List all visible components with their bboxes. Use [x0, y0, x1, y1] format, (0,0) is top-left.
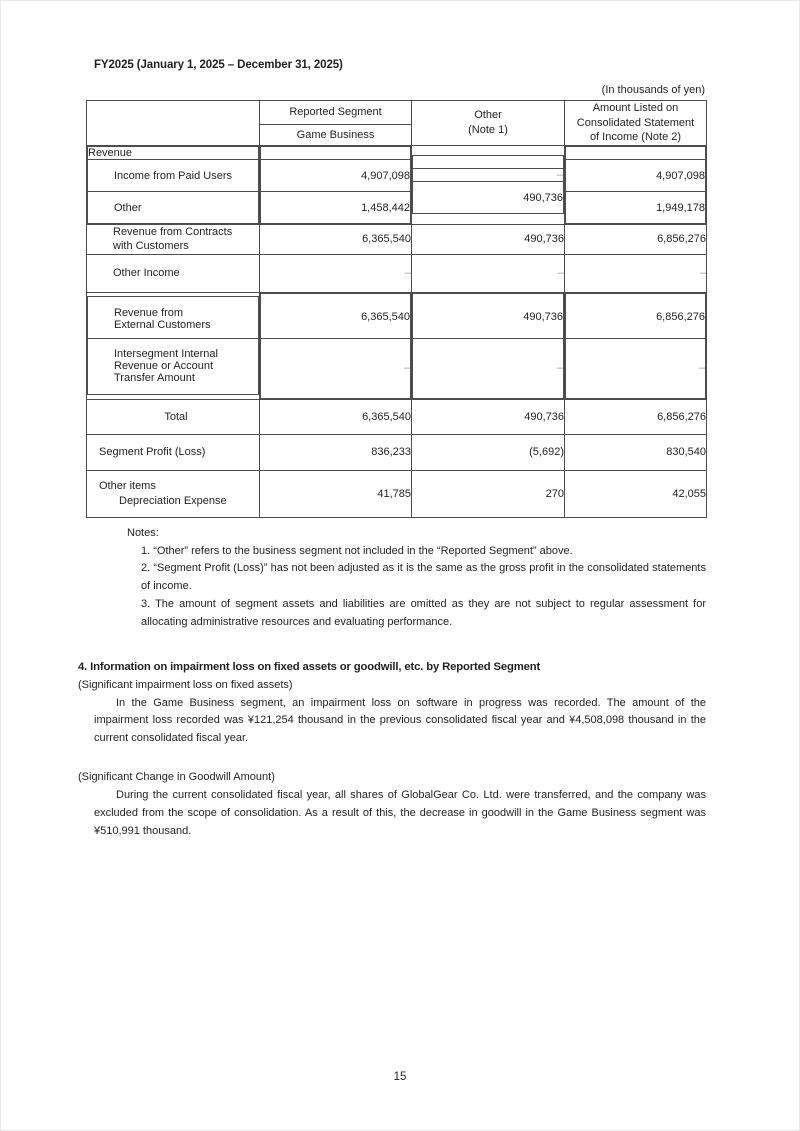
header-other-line1: Other	[474, 109, 502, 122]
value-depreciation-total: 42,055	[565, 471, 707, 517]
table-row-segment-profit-loss	[87, 435, 707, 471]
unit-note: (In thousands of yen)	[601, 84, 705, 96]
page-content	[78, 59, 706, 840]
external-group-total-cell	[565, 292, 707, 399]
row-label-revenue: Revenue	[88, 146, 259, 159]
value-intersegment-total: –	[566, 338, 706, 398]
row-label-intersegment-internal-revenue	[88, 339, 259, 395]
header-other	[412, 101, 565, 146]
note-item-2: 2. “Segment Profit (Loss)” has not been adjusted as it is the same as the gross profit in the consolidated statements of income.	[141, 562, 706, 593]
section-4-sub1-title: (Significant impairment loss on fixed assets)	[78, 678, 293, 691]
table-header-row-1	[87, 101, 707, 125]
table-row-external-customers-group	[87, 292, 707, 399]
row-label-revenue-external-customers	[88, 297, 259, 339]
section-4	[78, 658, 706, 749]
section-4-sub2-body: During the current consolidated fiscal year, all shares of GlobalGear Co. Ltd. were transferred, and the company was excluded from the scope of consolidation. As a result of this, the decrease in goodwill in the Game Business segment was ¥510,991 thousand.	[94, 788, 706, 837]
value-income-paid-users-total: 4,907,098	[566, 159, 706, 191]
header-amount-line1: Amount Listed on	[592, 102, 679, 114]
note-item-3: 3. The amount of segment assets and liabilities are omitted as they are not subject to regular assessment for allocating administrative resources and evaluating performance.	[141, 597, 706, 628]
value-other-revenue-total: 1,949,178	[566, 191, 706, 223]
section-4-heading: 4. Information on impairment loss on fixed assets or goodwill, etc. by Reported Segment	[78, 660, 541, 673]
value-segment-profit-total: 830,540	[565, 435, 707, 471]
value-other-revenue-other: 490,736	[413, 182, 564, 214]
row-label-revenue-from-contracts	[87, 224, 260, 254]
row-label-line2: External Customers	[114, 319, 211, 332]
table-notes	[86, 525, 706, 632]
revenue-group-label-cell	[87, 145, 260, 224]
header-other-line2: (Note 1)	[468, 123, 508, 136]
header-corner-cell	[87, 101, 260, 146]
section-4-goodwill	[78, 769, 706, 840]
value-income-paid-users-game: 4,907,098	[261, 159, 411, 191]
revenue-group-total-cell	[565, 145, 707, 224]
value-revenue-other	[413, 156, 564, 169]
value-total-total: 6,856,276	[565, 399, 707, 435]
value-segment-profit-game: 836,233	[260, 435, 412, 471]
table-row-other-income	[87, 255, 707, 293]
row-label-line1: Revenue from Contracts	[113, 225, 233, 238]
value-other-income-game: –	[260, 255, 412, 293]
row-label-other-income: Other Income	[87, 255, 260, 293]
page-number: 15	[393, 1071, 407, 1083]
value-income-paid-users-other: –	[413, 169, 564, 182]
header-amount-line3: of Income (Note 2)	[589, 131, 682, 144]
value-revenue-total	[566, 146, 706, 159]
row-label-income-from-paid-users: Income from Paid Users	[88, 159, 259, 191]
table-row-revenue-from-contracts	[87, 224, 707, 254]
row-label-line1: Intersegment Internal	[114, 348, 218, 361]
fiscal-year-title: FY2025 (January 1, 2025 – December 31, 2025)	[94, 59, 343, 71]
value-external-customers-total: 6,856,276	[566, 293, 706, 338]
external-group-label-cell	[87, 292, 260, 399]
row-label-line3: Transfer Amount	[114, 372, 195, 385]
table-row-depreciation-expense	[87, 471, 707, 517]
value-depreciation-game: 41,785	[260, 471, 412, 517]
section-4-sub2-title: (Significant Change in Goodwill Amount)	[78, 771, 275, 784]
value-other-income-other: –	[412, 255, 565, 293]
value-depreciation-other: 270	[412, 471, 565, 517]
row-label-total: Total	[87, 399, 260, 435]
note-item-1: 1. “Other” refers to the business segment not included in the “Reported Segment” above.	[141, 544, 573, 557]
table-row-revenue-group	[87, 145, 707, 224]
row-label-other-revenue: Other	[88, 191, 259, 223]
section-4-sub1-body: In the Game Business segment, an impairment loss on software in progress was recorded. The amount of the impairment loss recorded was ¥121,254 thousand in the previous consolidated fiscal year and ¥4,508,098 thousand in the current consolidated fiscal year.	[94, 696, 706, 745]
header-game-business: Game Business	[260, 125, 412, 145]
value-other-revenue-game: 1,458,442	[261, 191, 411, 223]
value-revenue-game	[261, 146, 411, 159]
row-label-line1: Other items	[99, 480, 156, 493]
row-label-line2: Revenue or Account	[114, 360, 214, 373]
value-intersegment-other: –	[413, 338, 564, 398]
value-total-other: 490,736	[412, 399, 565, 435]
table-row-total	[87, 399, 707, 435]
row-label-line2: with Customers	[113, 240, 189, 253]
row-label-line1: Revenue from	[114, 307, 184, 320]
value-external-customers-game: 6,365,540	[261, 293, 411, 338]
value-other-income-total: –	[565, 255, 707, 293]
revenue-group-game-cell	[260, 145, 412, 224]
header-amount-line2: Consolidated Statement	[576, 116, 695, 129]
external-group-game-cell	[260, 292, 412, 399]
external-group-other-cell	[412, 292, 565, 399]
value-total-game: 6,365,540	[260, 399, 412, 435]
row-label-other-items-depreciation	[87, 471, 260, 517]
row-label-line2: Depreciation Expense	[119, 494, 227, 507]
header-reported-segment: Reported Segment	[260, 101, 412, 125]
segment-information-table	[86, 100, 707, 518]
value-revenue-contracts-total: 6,856,276	[565, 224, 707, 254]
value-segment-profit-other: (5,692)	[412, 435, 565, 471]
header-amount-consolidated	[565, 101, 707, 146]
row-label-segment-profit-loss: Segment Profit (Loss)	[87, 435, 260, 471]
value-revenue-contracts-game: 6,365,540	[260, 224, 412, 254]
notes-heading: Notes:	[127, 526, 159, 539]
value-external-customers-other: 490,736	[413, 293, 564, 338]
value-revenue-contracts-other: 490,736	[412, 224, 565, 254]
value-intersegment-game: –	[261, 338, 411, 398]
revenue-group-other-cell	[412, 145, 565, 224]
